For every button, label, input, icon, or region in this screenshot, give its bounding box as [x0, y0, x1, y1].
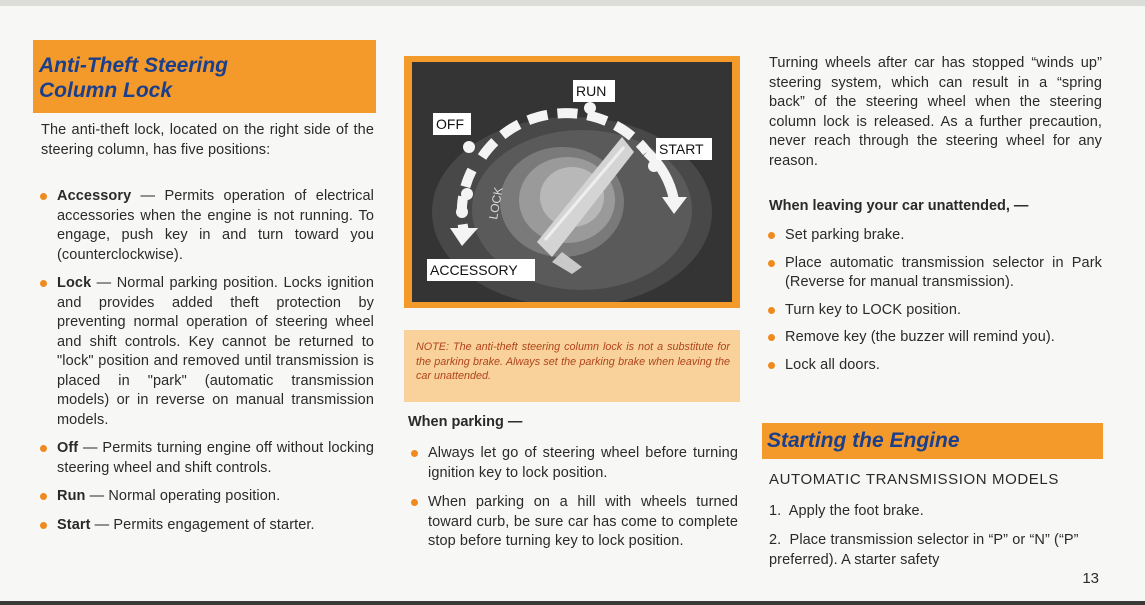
- list-item-text: Permits engagement of starter.: [113, 516, 315, 533]
- list-item-term: Off: [57, 440, 79, 456]
- middle-column: [404, 0, 740, 605]
- list-item-term: Start: [57, 516, 91, 533]
- list-item: When parking on a hill with wheels turned toward curb, be sure car has come to complete stop before turning key to lock position.: [408, 493, 738, 552]
- heading-line-2: Column Lock: [39, 79, 173, 102]
- ignition-lock-illustration: [412, 62, 732, 302]
- lock-label: LOCK: [486, 185, 506, 221]
- note-box: NOTE: The anti-theft steering column lock is not a substitute for the parking brake. Always set the parking brake when leaving the car unattended.: [404, 330, 740, 402]
- parking-list: [408, 444, 738, 552]
- step-2: 2. Place transmission selector in “P” or “N” (“P” preferred). A starter safety: [769, 532, 1083, 568]
- unattended-list: [765, 226, 1102, 375]
- list-item-text: Permits turning engine off without locking steering wheel and shift controls.: [57, 440, 374, 476]
- list-item: Set parking brake.: [765, 226, 1102, 246]
- intro-paragraph: The anti-theft lock, located on the right side of the steering column, has five positions:: [41, 122, 374, 158]
- list-item: Run — Normal operating position.: [37, 487, 374, 507]
- list-item: Accessory — Permits operation of electrical accessories when the engine is not running. To engage, push key in and turn toward you (counterclockwise).: [37, 187, 374, 265]
- list-item: Start — Permits engagement of starter.: [37, 516, 374, 536]
- section-heading-starting-engine: Starting the Engine: [762, 423, 1103, 459]
- ignition-lock-figure: [404, 56, 740, 308]
- transmission-subheading: AUTOMATIC TRANSMISSION MODELS: [769, 471, 1059, 488]
- right-column: [765, 0, 1105, 605]
- off-label: OFF: [436, 116, 464, 132]
- list-item: Turn key to LOCK position.: [765, 301, 1102, 321]
- list-item: Place automatic transmission selector in Park (Reverse for manual transmission).: [765, 254, 1102, 293]
- section-heading-anti-theft: [33, 40, 376, 113]
- step-1: 1. Apply the foot brake.: [769, 503, 924, 519]
- list-item-text: Normal operating position.: [108, 488, 281, 504]
- unattended-heading: When leaving your car unattended, —: [769, 198, 1029, 214]
- list-item: Off — Permits turning engine off without locking steering wheel and shift controls.: [37, 439, 374, 478]
- page-edge-bottom: [0, 601, 1145, 605]
- parking-heading: When parking —: [408, 414, 523, 430]
- list-item: Lock — Normal parking position. Locks ignition and provides added theft protection by preventing normal operation of steering wheel and shift controls. Key cannot be returned to "lock" position and removed until transmission is placed in "park" (automatic transmission models) or in reverse on manual transmission models.: [37, 274, 374, 430]
- winds-up-paragraph: Turning wheels after car has stopped “winds up” steering system, which can result in a “spring back” of the steering wheel when the steering column lock is released. As a further precaution, never reach through the steering wheel for any reason.: [769, 55, 1102, 169]
- list-item: Lock all doors.: [765, 356, 1102, 376]
- accessory-label: ACCESSORY: [430, 262, 518, 278]
- lock-positions-list: [37, 187, 374, 535]
- run-label: RUN: [576, 83, 607, 99]
- list-item: Remove key (the buzzer will remind you).: [765, 328, 1102, 348]
- start-label: START: [659, 141, 704, 157]
- list-item-text: Permits operation of electrical accessories when the engine is not running. To engage, push key in and turn toward you (counterclockwise).: [57, 188, 374, 263]
- heading-line-1: Anti-Theft Steering: [39, 54, 228, 77]
- list-item-term: Accessory: [57, 188, 132, 204]
- list-item-term: Lock: [57, 275, 92, 291]
- page-number: 13: [1082, 570, 1099, 587]
- list-item: Always let go of steering wheel before turning ignition key to lock position.: [408, 444, 738, 483]
- list-item-term: Run: [57, 488, 86, 504]
- list-item-text: Normal parking position. Locks ignition and provides added theft protection by preventing normal operation of steering wheel and shift controls. Key cannot be returned to "lock" position and removed until transmission is placed in "park" (automatic transmission models) or in reverse on manual transmission models.: [57, 275, 375, 428]
